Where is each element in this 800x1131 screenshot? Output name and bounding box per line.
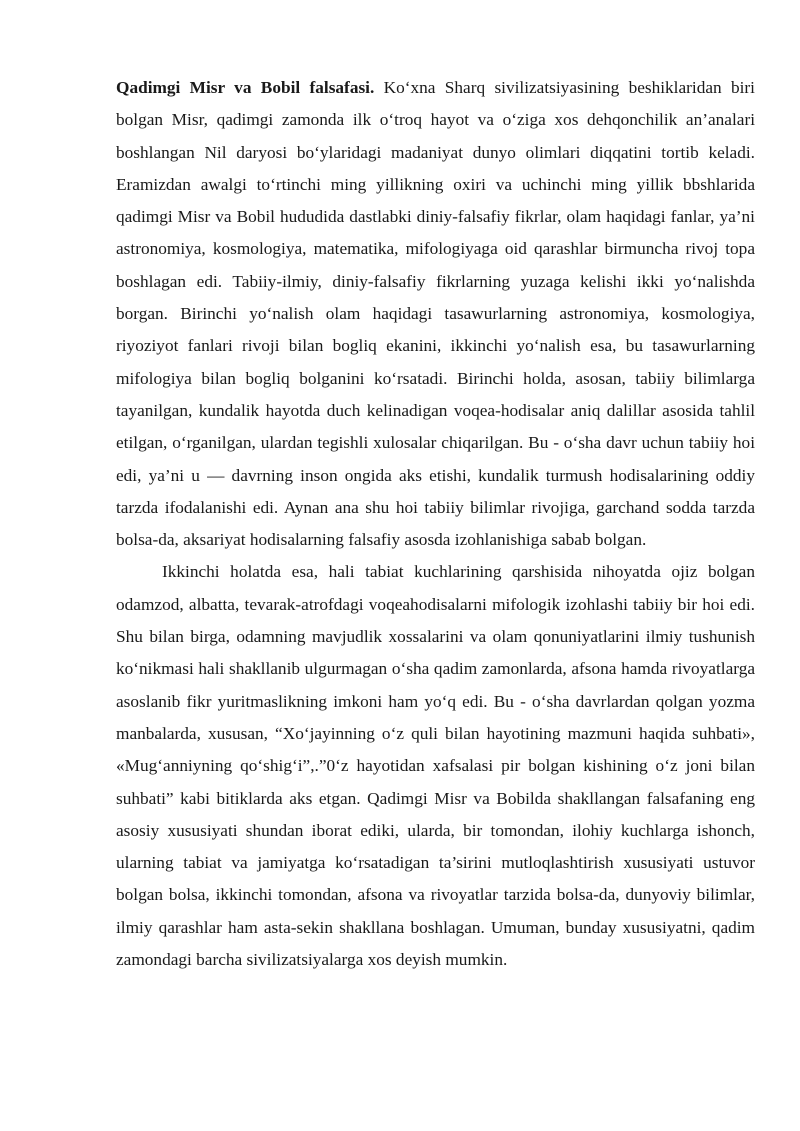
paragraph-2 xyxy=(116,556,755,976)
paragraph-2-text: Ikkinchi holatda esa, hali tabiat kuchlarining qarshisida nihoyatda ojiz bolgan odamzod, albatta, tevarak-atrofdagi voqeahodisalarni mifologik izohlashi tabiiy bir hoi edi. Shu bilan birga, odamning mavjudlik xossalarini va olam qonuniyatlarini ilmiy tushunish ko‘nikmasi hali shakllanib ulgurmagan o‘sha qadim zamonlarda, afsona hamda rivoyatlarga asoslanib fikr yuritmaslikning imkoni ham yo‘q edi. Bu - o‘sha davrlardan qolgan yozma manbalarda, xususan, “Xo‘jayinning o‘z quli bilan hayotining mazmuni haqida suhbati», «Mug‘anniyning qo‘shig‘i”,.”0‘z hayotidan xafsalasi pir bolgan kishining o‘z joni bilan suhbati” kabi bitiklarda aks etgan. Qadimgi Misr va Bobilda shakllangan falsafaning eng asosiy xususiyati shundan iborat ediki, ularda, bir tomondan, ilohiy kuchlarga ishonch, ularning tabiat va jamiyatga ko‘rsatadigan ta’sirini mutloqlashtirish xususiyati ustuvor bolgan bolsa, ikkinchi tomondan, afsona va rivoyatlar tarzida bolsa-da, dunyoviy bilimlar, ilmiy qarashlar ham asta-sekin shakllana boshlagan. Umuman, bunday xususiyatni, qadim zamondagi barcha sivilizatsiyalarga xos deyish mumkin. xyxy=(116,562,755,970)
document-page xyxy=(116,72,755,976)
paragraph-1 xyxy=(116,72,755,556)
section-heading: Qadimgi Misr va Bobil falsafasi. xyxy=(116,78,375,97)
paragraph-1-text: Ko‘xna Sharq sivilizatsiyasining beshiklaridan biri bolgan Misr, qadimgi zamonda ilk o‘troq hayot va o‘ziga xos dehqonchilik an’analari boshlangan Nil daryosi bo‘ylaridagi madaniyat dunyo olimlari diqqatini tortib keladi. Eramizdan awalgi to‘rtinchi ming yillikning oxiri va uchinchi ming yillik bbshlarida qadimgi Misr va Bobil hududida dastlabki diniy-falsafiy fikrlar, olam haqidagi fanlar, ya’ni astronomiya, kosmologiya, matematika, mifologiyaga oid qarashlar birmuncha rivoj topa boshlagan edi. Tabiiy-ilmiy, diniy-falsafiy fikrlarning yuzaga kelishi ikki yo‘nalishda borgan. Birinchi yo‘nalish olam haqidagi tasawurlarning astronomiya, kosmologiya, riyoziyot fanlari rivoji bilan bogliq ekanini, ikkinchi yo‘nalish esa, bu tasawurlarning mifologiya bilan bogliq bolganini ko‘rsatadi. Birinchi holda, asosan, tabiiy bilimlarga tayanilgan, kundalik hayotda duch kelinadigan voqea-hodisalar aniq dalillar asosida tahlil etilgan, o‘rganilgan, ulardan tegishli xulosalar chiqarilgan. Bu - o‘sha davr uchun tabiiy hoi edi, ya’ni u — davrning inson ongida aks etishi, kundalik turmush hodisalarining oddiy tarzda ifodalanishi edi. Aynan ana shu hoi tabiiy bilimlar rivojiga, garchand sodda tarzda bolsa-da, aksariyat hodisalarning falsafiy asosda izohlanishiga sabab bolgan. xyxy=(116,78,755,550)
